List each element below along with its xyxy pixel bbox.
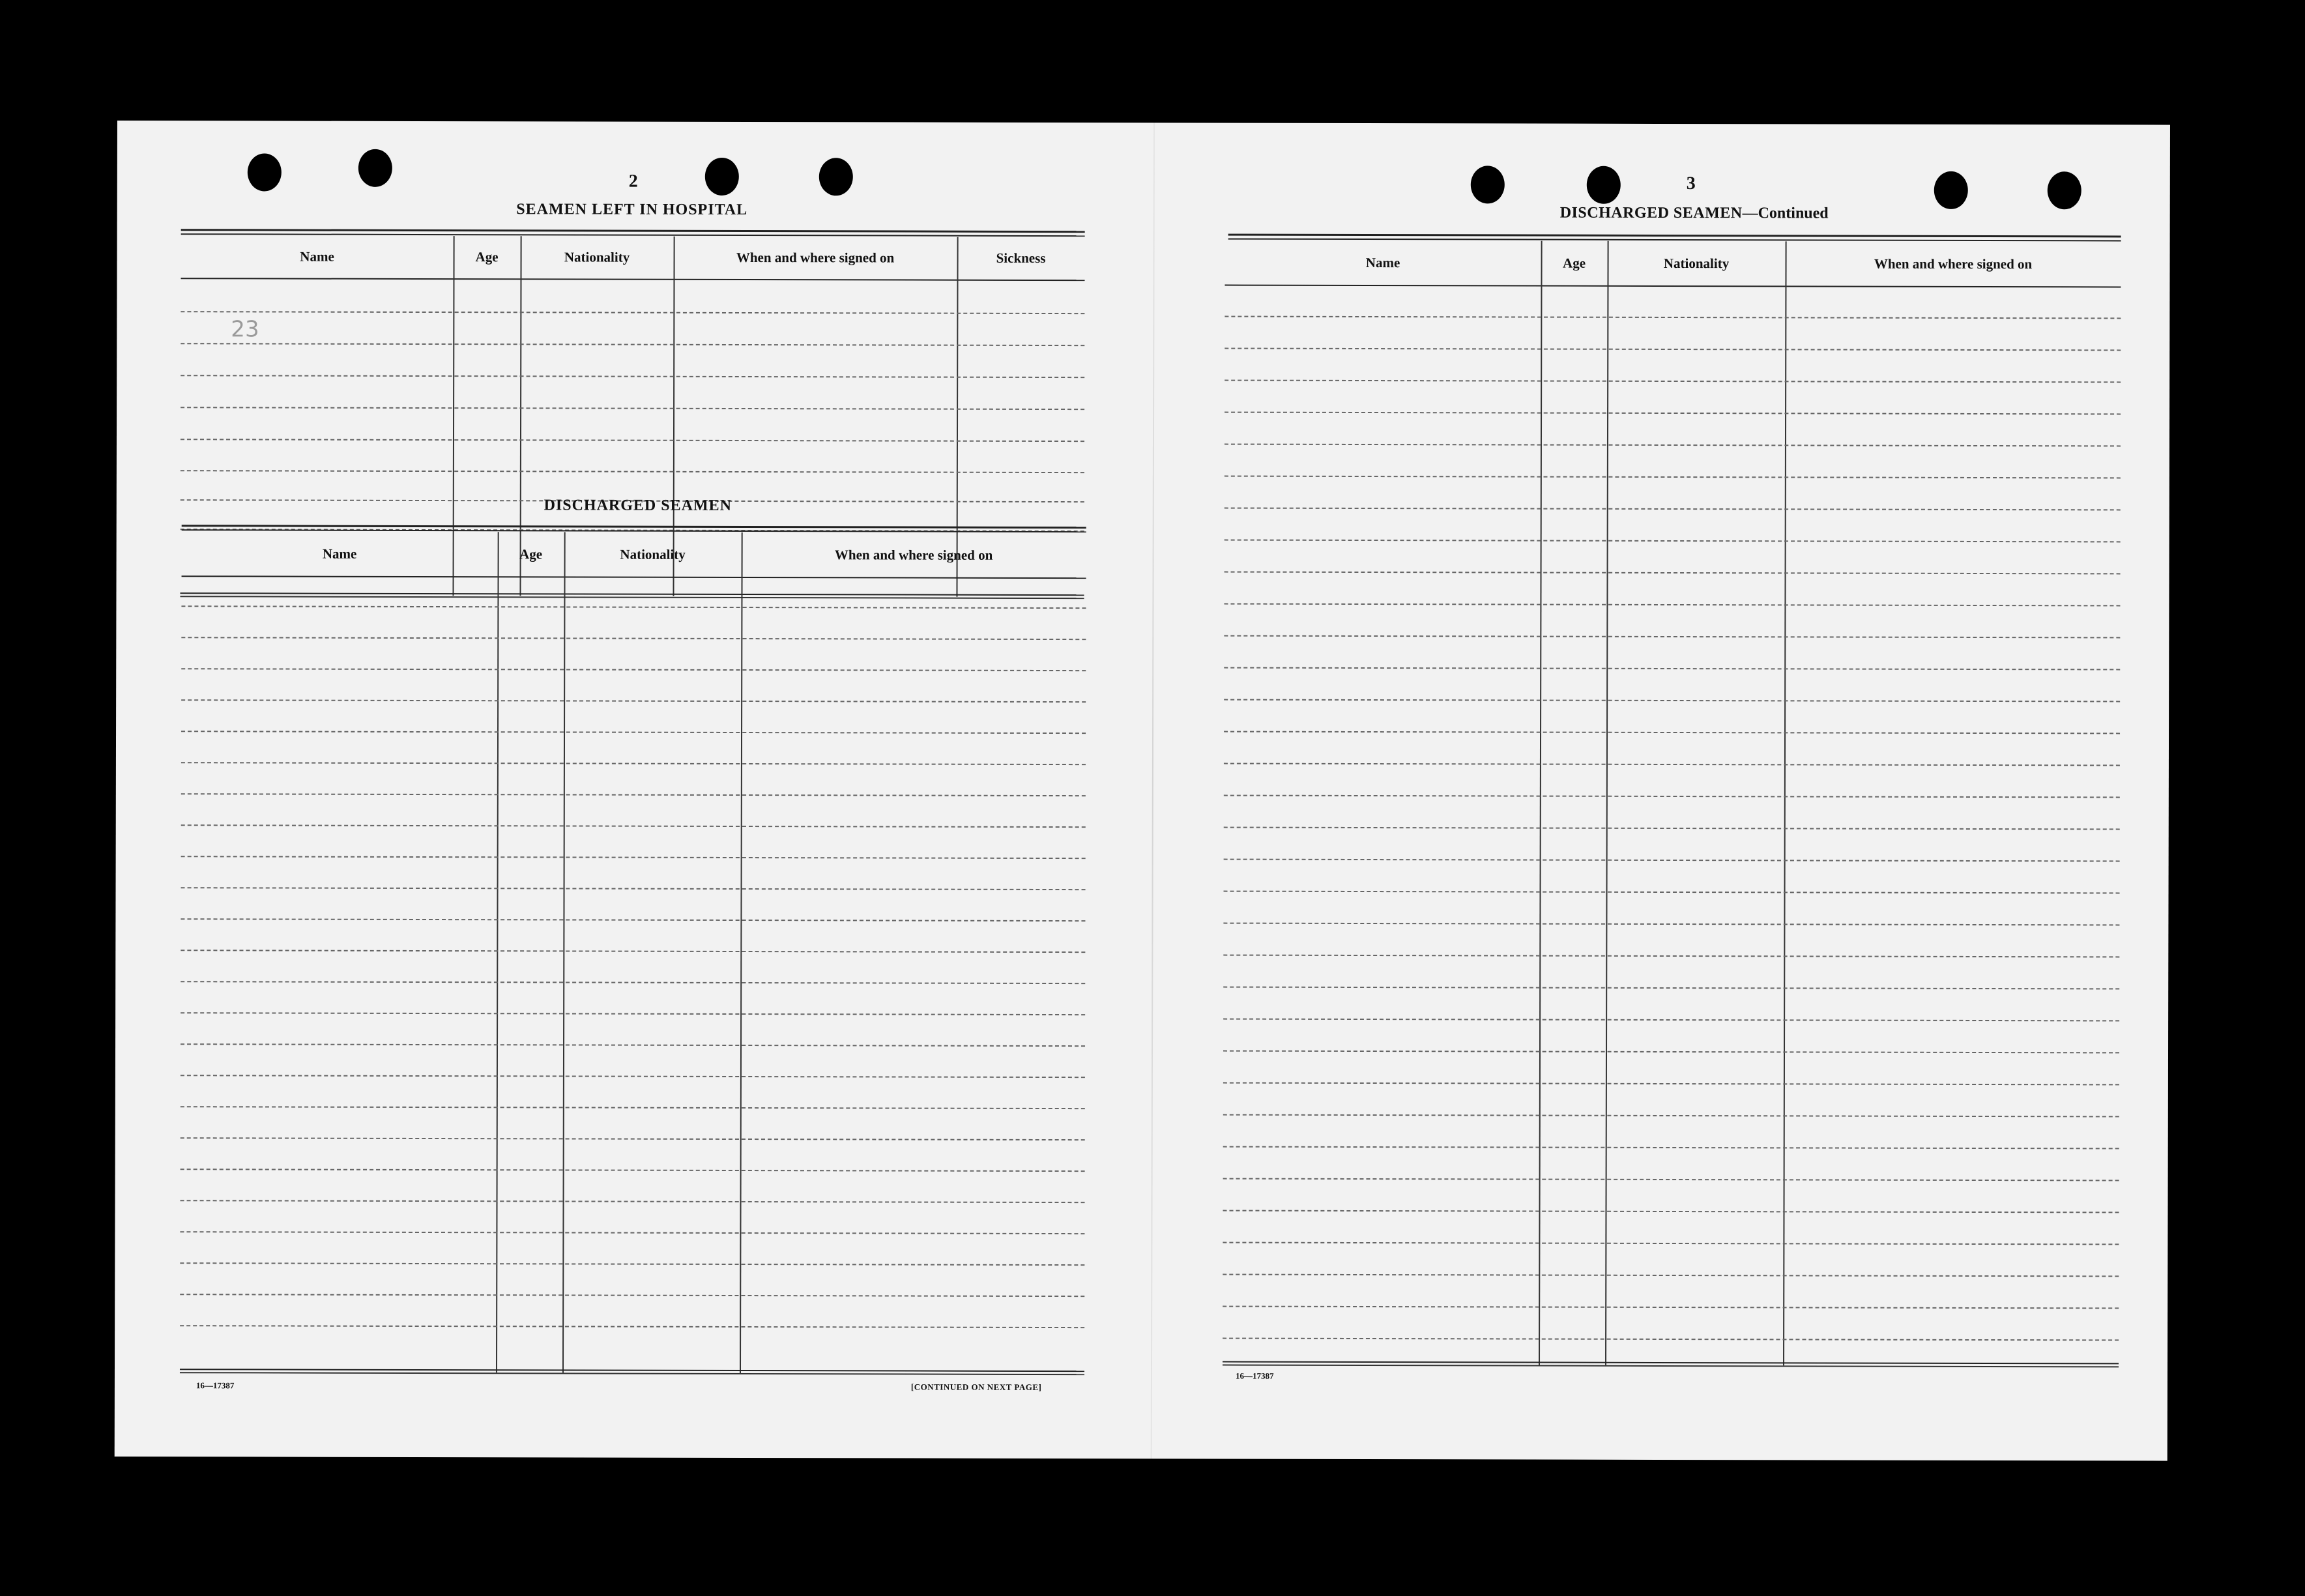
table-row — [1223, 1082, 2119, 1086]
continued-note: [CONTINUED ON NEXT PAGE] — [910, 1382, 1042, 1392]
table-row — [1225, 348, 2121, 351]
column-header: Nationality — [1663, 255, 1730, 271]
column-header: When and where signed on — [834, 546, 993, 563]
table-row — [1224, 635, 2120, 639]
table-row — [1224, 827, 2120, 830]
table-row — [180, 1262, 1084, 1266]
column-header: Age — [519, 545, 543, 562]
faint-mark: 23 — [231, 316, 259, 343]
table-row — [180, 1325, 1084, 1328]
document-sheet — [115, 121, 2170, 1461]
section-title-suffix: —Continued — [1742, 205, 1829, 222]
discharged-table — [180, 531, 1086, 1374]
table-row — [1223, 1210, 2119, 1213]
table-row — [1225, 540, 2121, 543]
table-row — [1223, 1306, 2119, 1309]
table-row — [1225, 380, 2121, 383]
column-header: When and where signed on — [736, 249, 895, 266]
table-row — [180, 1231, 1084, 1234]
table-row — [1223, 955, 2119, 958]
table-row — [1225, 476, 2121, 479]
table-row — [181, 1137, 1085, 1140]
table-row — [181, 1106, 1085, 1109]
table-row — [1224, 699, 2120, 703]
table-row — [181, 731, 1086, 734]
table-row — [181, 439, 1084, 442]
column-header: Name — [1365, 254, 1400, 270]
table-row — [1223, 1051, 2119, 1054]
table-row — [181, 918, 1085, 921]
punch-hole — [1471, 166, 1505, 203]
punch-hole — [2048, 171, 2081, 209]
table-row — [1224, 603, 2120, 607]
column-header: Age — [475, 249, 499, 265]
table-row — [1223, 1242, 2119, 1245]
table-row — [181, 887, 1086, 890]
hospital-section-title: SEAMEN LEFT IN HOSPITAL — [516, 201, 748, 219]
table-row — [181, 1168, 1085, 1172]
page-number-left: 2 — [628, 171, 638, 192]
punch-hole — [358, 149, 392, 187]
table-row — [1225, 316, 2121, 319]
table-row — [181, 375, 1084, 378]
table-row — [1223, 1338, 2119, 1341]
discharged-continued-title — [1486, 204, 1903, 222]
page-fold — [1151, 123, 1155, 1458]
column-header: Name — [322, 545, 357, 562]
title-rule — [181, 229, 1085, 233]
table-row — [181, 605, 1086, 609]
punch-hole — [705, 158, 739, 196]
table-row — [180, 1294, 1084, 1297]
table-row — [1225, 412, 2121, 415]
table-row — [1223, 1274, 2119, 1277]
punch-hole — [1587, 166, 1621, 204]
form-code-left: 16—17387 — [196, 1380, 235, 1391]
table-row — [181, 1200, 1085, 1203]
table-row — [1223, 1146, 2119, 1150]
table-row — [181, 1075, 1085, 1078]
form-code-right: 16—17387 — [1235, 1371, 1274, 1381]
discharged-section-title: DISCHARGED SEAMEN — [544, 497, 732, 514]
table-row — [181, 1043, 1085, 1047]
table-row — [181, 1012, 1085, 1015]
table-row — [1224, 667, 2120, 671]
table-row — [1223, 987, 2119, 990]
table-row — [1224, 763, 2120, 766]
table-row — [1223, 923, 2119, 926]
column-header: Sickness — [996, 250, 1046, 266]
table-row — [181, 699, 1086, 703]
table-row — [181, 824, 1086, 828]
column-header: Age — [1563, 255, 1586, 271]
table-row — [181, 856, 1086, 859]
column-header: When and where signed on — [1874, 255, 2033, 272]
punch-hole — [248, 153, 282, 191]
table-row — [1224, 731, 2120, 734]
table-row — [181, 470, 1084, 473]
table-row — [1225, 444, 2121, 447]
table-row — [181, 762, 1086, 765]
table-row — [181, 407, 1084, 410]
table-row — [1224, 859, 2120, 862]
discharged-continued-table — [1223, 240, 2121, 1367]
column-header: Nationality — [564, 249, 630, 265]
table-row — [181, 311, 1084, 314]
table-row — [1225, 508, 2121, 511]
page-number-right: 3 — [1686, 173, 1696, 194]
title-rule — [1228, 234, 2121, 238]
table-row — [1225, 572, 2121, 575]
table-row — [1223, 1114, 2119, 1118]
section-title-main: DISCHARGED SEAMEN — [1559, 204, 1743, 222]
punch-hole — [1934, 171, 1968, 209]
column-header: Nationality — [620, 546, 686, 562]
table-row — [181, 793, 1086, 796]
table-row — [181, 637, 1086, 640]
table-row — [181, 668, 1086, 671]
table-row — [1223, 1178, 2119, 1182]
table-row — [1223, 1019, 2119, 1022]
table-row — [181, 343, 1084, 346]
table-row — [1224, 795, 2120, 798]
column-header: Name — [300, 248, 334, 265]
punch-hole — [819, 158, 853, 196]
table-row — [1224, 891, 2120, 894]
table-row — [181, 950, 1085, 953]
table-row — [181, 981, 1085, 984]
